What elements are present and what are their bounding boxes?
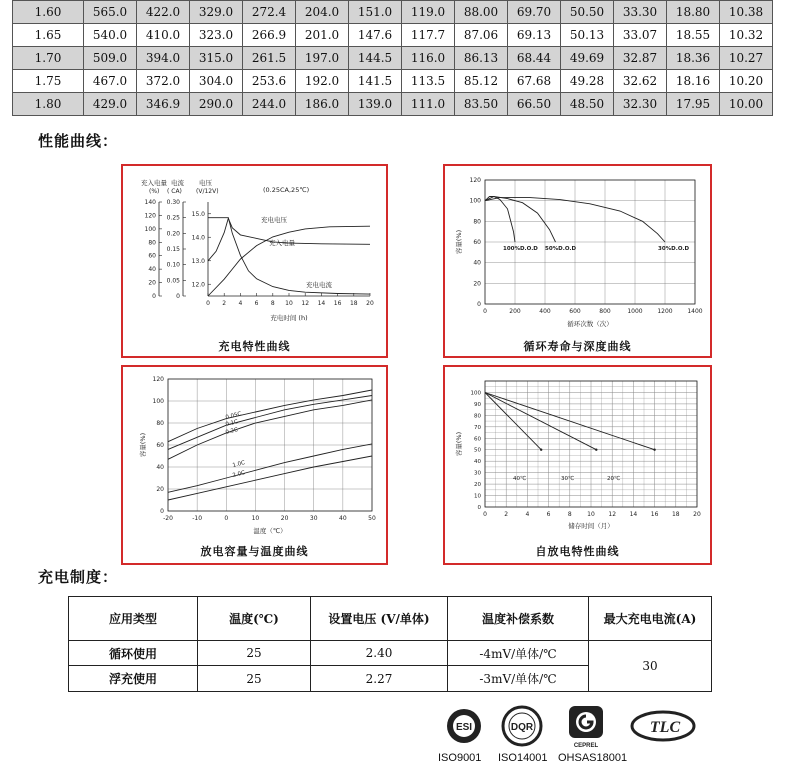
y-tick-label: 60 bbox=[156, 442, 164, 449]
chart-caption: 自放电特性曲线 bbox=[535, 545, 620, 558]
x-tick-label: 8 bbox=[567, 511, 572, 518]
table-cell: 18.16 bbox=[667, 70, 720, 93]
charging-regime-table bbox=[68, 596, 712, 692]
table-cell: 浮充使用 bbox=[69, 666, 198, 692]
x-tick-label: 600 bbox=[569, 308, 581, 315]
esi-logo bbox=[446, 706, 482, 750]
series-label: 1.0C bbox=[232, 460, 246, 469]
y-tick-label: 0.10 bbox=[166, 261, 180, 269]
table-cell: 192.0 bbox=[296, 70, 349, 93]
y-tick-label: 0.15 bbox=[166, 246, 180, 253]
series-label: 20℃ bbox=[607, 476, 621, 482]
table-row bbox=[13, 24, 773, 47]
y-tick-label: 100 bbox=[470, 390, 481, 397]
series-line bbox=[485, 197, 515, 243]
y-tick-label: 20 bbox=[474, 482, 481, 489]
x-tick-label: 4 bbox=[238, 300, 243, 307]
table-cell: 141.5 bbox=[349, 70, 402, 93]
table-cell: 33.07 bbox=[614, 24, 667, 47]
cert-label-ohsas18001: OHSAS18001 bbox=[558, 752, 628, 764]
chart-unit-label: ( CA) bbox=[167, 188, 182, 195]
chart-condition-label: (0.25CA,25℃) bbox=[263, 186, 310, 194]
table-cell: 2.27 bbox=[311, 666, 448, 692]
temperature-capacity-chart bbox=[121, 365, 388, 565]
x-tick-label: -20 bbox=[163, 515, 173, 522]
y-tick-label: 100 bbox=[469, 197, 481, 205]
table-cell: 119.0 bbox=[402, 1, 455, 24]
series-label: 0.05C bbox=[225, 411, 243, 421]
y-tick-label: 120 bbox=[144, 212, 156, 220]
y-tick-label: 80 bbox=[148, 239, 156, 247]
table-cell: 32.30 bbox=[614, 93, 667, 116]
chart-header-label: 充入电量 bbox=[141, 179, 167, 187]
y-tick-label: 100 bbox=[144, 225, 156, 233]
series-label: 充电电流 bbox=[306, 281, 332, 289]
table-cell: 204.0 bbox=[296, 1, 349, 24]
table-cell: -4mV/单体/℃ bbox=[448, 640, 589, 666]
x-tick-label: 20 bbox=[366, 300, 374, 307]
y-axis-label: 容量(%) bbox=[139, 432, 147, 458]
table-cell: 272.4 bbox=[243, 1, 296, 24]
x-tick-label: 12 bbox=[301, 300, 310, 307]
y-tick-label: 0 bbox=[160, 508, 164, 515]
table-cell: 69.13 bbox=[508, 24, 561, 47]
table-cell: 1.80 bbox=[13, 93, 84, 116]
y-axis-label: 容量(%) bbox=[455, 431, 463, 457]
table-cell: 66.50 bbox=[508, 93, 561, 116]
table-cell: 25 bbox=[198, 640, 311, 666]
y-tick-label: 0.30 bbox=[166, 199, 180, 206]
x-tick-label: 16 bbox=[333, 300, 342, 307]
x-tick-label: 20 bbox=[280, 515, 289, 522]
table-cell: 88.00 bbox=[455, 1, 508, 24]
table-cell: 循环使用 bbox=[69, 640, 198, 666]
table-cell: 1.75 bbox=[13, 70, 84, 93]
table-cell: 422.0 bbox=[137, 1, 190, 24]
table-cell: 18.80 bbox=[667, 1, 720, 24]
table-cell: 244.0 bbox=[243, 93, 296, 116]
y-tick-label: 20 bbox=[156, 486, 164, 493]
table-cell: 50.50 bbox=[561, 1, 614, 24]
x-tick-label: 4 bbox=[525, 511, 530, 518]
table-cell: 201.0 bbox=[296, 24, 349, 47]
data-point bbox=[540, 449, 542, 451]
y-tick-label: 80 bbox=[474, 413, 481, 420]
y-tick-label: 40 bbox=[474, 459, 481, 466]
x-tick-label: 14 bbox=[317, 300, 326, 307]
series-label: 充入电量 bbox=[269, 239, 295, 247]
data-point bbox=[595, 449, 597, 451]
x-tick-label: 400 bbox=[539, 308, 551, 315]
cycle-life-chart bbox=[443, 164, 712, 358]
table-cell: 32.87 bbox=[614, 47, 667, 70]
table-cell: 18.36 bbox=[667, 47, 720, 70]
y-tick-label: 80 bbox=[156, 420, 164, 427]
x-axis-label: 温度（℃） bbox=[253, 527, 287, 535]
table-cell: 1.60 bbox=[13, 1, 84, 24]
y-tick-label: 15.0 bbox=[191, 210, 205, 218]
table-cell: 32.62 bbox=[614, 70, 667, 93]
series-label: 40℃ bbox=[513, 476, 527, 482]
x-tick-label: 14 bbox=[629, 511, 638, 518]
table-cell: 372.0 bbox=[137, 70, 190, 93]
x-tick-label: 30 bbox=[309, 515, 318, 522]
y-tick-label: 100 bbox=[152, 398, 164, 405]
x-tick-label: 0 bbox=[483, 511, 487, 518]
table-cell: 10.38 bbox=[720, 1, 773, 24]
table-cell: 113.5 bbox=[402, 70, 455, 93]
charge-characteristic-chart bbox=[121, 164, 388, 358]
x-tick-label: 1000 bbox=[627, 308, 643, 315]
y-tick-label: 20 bbox=[148, 279, 156, 287]
table-cell: 323.0 bbox=[190, 24, 243, 47]
y-tick-label: 60 bbox=[148, 252, 156, 260]
table-cell: 315.0 bbox=[190, 47, 243, 70]
table-row bbox=[13, 1, 773, 24]
x-tick-label: 6 bbox=[546, 511, 551, 518]
table-cell: 87.06 bbox=[455, 24, 508, 47]
table-cell: 69.70 bbox=[508, 1, 561, 24]
cert-label-iso9001: ISO9001 bbox=[438, 752, 482, 764]
y-tick-label: 10 bbox=[474, 493, 481, 500]
y-tick-label: 40 bbox=[148, 266, 156, 274]
table-cell: 261.5 bbox=[243, 47, 296, 70]
x-tick-label: 18 bbox=[671, 511, 680, 518]
table-row bbox=[13, 70, 773, 93]
x-tick-label: 0 bbox=[483, 308, 487, 315]
table-cell: 1.65 bbox=[13, 24, 84, 47]
table-cell: 48.50 bbox=[561, 93, 614, 116]
series-line bbox=[168, 396, 372, 450]
x-tick-label: 200 bbox=[509, 308, 521, 315]
series-label: 30%D.O.D bbox=[658, 246, 690, 252]
x-tick-label: 12 bbox=[608, 511, 617, 518]
table-cell: 17.95 bbox=[667, 93, 720, 116]
dqr-logo-text: DQR bbox=[510, 722, 534, 733]
table-cell: 1.70 bbox=[13, 47, 84, 70]
table-cell: 253.6 bbox=[243, 70, 296, 93]
y-tick-label: 60 bbox=[473, 239, 481, 246]
x-tick-label: 40 bbox=[339, 515, 347, 522]
y-tick-label: 40 bbox=[473, 259, 481, 267]
table-cell: 509.0 bbox=[84, 47, 137, 70]
tlc-logo-text: TLC bbox=[649, 719, 681, 736]
x-tick-label: 50 bbox=[368, 515, 376, 522]
chart-caption: 循环寿命与深度曲线 bbox=[523, 340, 632, 353]
series-label: 50%D.O.D bbox=[545, 246, 577, 252]
table-cell: -3mV/单体/℃ bbox=[448, 666, 589, 692]
y-tick-label: 13.0 bbox=[191, 257, 205, 265]
table-cell: 429.0 bbox=[84, 93, 137, 116]
table-cell: 186.0 bbox=[296, 93, 349, 116]
self-discharge-chart bbox=[443, 365, 712, 565]
y-tick-label: 14.0 bbox=[191, 234, 205, 242]
cert-label-iso14001: ISO14001 bbox=[498, 752, 548, 764]
header-temperature: 温度(℃) bbox=[198, 597, 311, 641]
series-label: 2.0C bbox=[232, 470, 246, 479]
table-cell: 144.5 bbox=[349, 47, 402, 70]
table-cell: 33.30 bbox=[614, 1, 667, 24]
y-tick-label: 0.25 bbox=[166, 214, 180, 222]
y-tick-label: 0 bbox=[176, 293, 180, 300]
y-tick-label: 0 bbox=[477, 505, 481, 511]
series-label: 充电电压 bbox=[261, 216, 287, 224]
y-tick-label: 0 bbox=[477, 301, 481, 308]
x-tick-label: 10 bbox=[251, 515, 260, 522]
chart-caption: 放电容量与温度曲线 bbox=[200, 545, 309, 558]
x-tick-label: 8 bbox=[270, 300, 275, 307]
ceprel-logo-text: CEPREL bbox=[573, 743, 599, 749]
x-tick-label: 10 bbox=[587, 511, 595, 518]
table-cell: 10.27 bbox=[720, 47, 773, 70]
series-line bbox=[168, 390, 372, 442]
table-cell: 68.44 bbox=[508, 47, 561, 70]
table-cell: 467.0 bbox=[84, 70, 137, 93]
table-cell: 10.00 bbox=[720, 93, 773, 116]
table-cell: 151.0 bbox=[349, 1, 402, 24]
x-tick-label: 1400 bbox=[687, 308, 703, 315]
ceprel-logo bbox=[566, 704, 606, 750]
x-tick-label: 1200 bbox=[657, 308, 673, 315]
y-tick-label: 60 bbox=[474, 436, 481, 443]
table-cell: 83.50 bbox=[455, 93, 508, 116]
table-cell: 25 bbox=[198, 666, 311, 692]
x-tick-label: -10 bbox=[192, 515, 203, 522]
y-tick-label: 120 bbox=[152, 376, 164, 383]
table-cell: 10.32 bbox=[720, 24, 773, 47]
y-tick-label: 12.0 bbox=[191, 281, 205, 289]
x-axis-label: 储存时间（月） bbox=[568, 522, 614, 530]
table-cell: 540.0 bbox=[84, 24, 137, 47]
chart-header-label: 电流 bbox=[171, 179, 184, 187]
x-tick-label: 0 bbox=[206, 300, 210, 307]
x-tick-label: 10 bbox=[285, 300, 293, 307]
table-cell: 116.0 bbox=[402, 47, 455, 70]
y-tick-label: 0.05 bbox=[166, 277, 180, 285]
chart-header-label: 电压 bbox=[199, 179, 212, 187]
series-line-charged-capacity bbox=[208, 226, 370, 296]
table-cell: 50.13 bbox=[561, 24, 614, 47]
x-axis-label: 循环次数（次） bbox=[567, 320, 613, 328]
x-tick-label: 20 bbox=[693, 511, 701, 518]
x-tick-label: 0 bbox=[224, 515, 229, 522]
y-tick-label: 40 bbox=[156, 464, 164, 471]
table-cell: 49.69 bbox=[561, 47, 614, 70]
discharge-data-table bbox=[12, 0, 773, 116]
y-tick-label: 90 bbox=[474, 401, 481, 408]
esi-logo-text: ESI bbox=[455, 722, 473, 733]
table-cell: 266.9 bbox=[243, 24, 296, 47]
x-tick-label: 6 bbox=[254, 300, 259, 307]
data-point bbox=[653, 449, 655, 451]
table-cell: 10.20 bbox=[720, 70, 773, 93]
y-axis-label: 容量(%) bbox=[455, 229, 463, 255]
chart-unit-label: (V/12V) bbox=[196, 188, 219, 195]
table-cell: 304.0 bbox=[190, 70, 243, 93]
y-tick-label: 20 bbox=[473, 280, 481, 288]
table-row bbox=[13, 93, 773, 116]
header-set-voltage: 设置电压 (V/单体) bbox=[311, 597, 448, 641]
y-tick-label: 140 bbox=[144, 199, 156, 206]
table-cell: 329.0 bbox=[190, 1, 243, 24]
table-cell: 147.6 bbox=[349, 24, 402, 47]
x-tick-label: 800 bbox=[599, 308, 611, 315]
y-tick-label: 120 bbox=[469, 177, 481, 184]
x-tick-label: 2 bbox=[222, 300, 227, 307]
x-tick-label: 18 bbox=[349, 300, 358, 307]
y-tick-label: 50 bbox=[474, 447, 481, 454]
y-tick-label: 80 bbox=[473, 218, 481, 226]
y-tick-label: 70 bbox=[474, 424, 481, 431]
x-tick-label: 16 bbox=[650, 511, 659, 518]
x-tick-label: 2 bbox=[504, 511, 509, 518]
series-line bbox=[168, 456, 372, 500]
table-cell: 565.0 bbox=[84, 1, 137, 24]
header-application-type: 应用类型 bbox=[69, 597, 198, 641]
series-label: 0.1C bbox=[225, 419, 239, 428]
x-axis-label: 充电时间 (h) bbox=[270, 314, 308, 322]
table-cell: 111.0 bbox=[402, 93, 455, 116]
section-title-charging: 充电制度： bbox=[38, 568, 119, 586]
series-label: 100%D.O.D bbox=[503, 246, 538, 252]
y-tick-label: 0 bbox=[152, 293, 156, 300]
series-label: 0.2C bbox=[225, 427, 239, 436]
series-line-current bbox=[208, 218, 370, 294]
header-max-current: 最大充电电流(A) bbox=[589, 597, 712, 641]
table-row bbox=[13, 47, 773, 70]
table-cell: 346.9 bbox=[137, 93, 190, 116]
table-cell: 2.40 bbox=[311, 640, 448, 666]
series-line bbox=[168, 444, 372, 492]
table-cell: 85.12 bbox=[455, 70, 508, 93]
table-cell: 197.0 bbox=[296, 47, 349, 70]
chart-caption: 充电特性曲线 bbox=[218, 340, 291, 353]
table-cell-max-current: 30 bbox=[589, 640, 712, 691]
table-cell: 139.0 bbox=[349, 93, 402, 116]
y-tick-label: 0.20 bbox=[166, 230, 180, 238]
chart-unit-label: (%) bbox=[149, 188, 160, 195]
table-cell: 86.13 bbox=[455, 47, 508, 70]
y-tick-label: 30 bbox=[474, 470, 481, 477]
header-temp-compensation: 温度补偿系数 bbox=[448, 597, 589, 641]
dqr-logo bbox=[500, 704, 544, 750]
tlc-logo bbox=[630, 706, 696, 746]
table-cell: 18.55 bbox=[667, 24, 720, 47]
table-cell: 67.68 bbox=[508, 70, 561, 93]
table-cell: 117.7 bbox=[402, 24, 455, 47]
series-label: 30℃ bbox=[561, 476, 575, 482]
table-cell: 394.0 bbox=[137, 47, 190, 70]
table-cell: 410.0 bbox=[137, 24, 190, 47]
section-title-performance: 性能曲线： bbox=[38, 132, 119, 150]
table-cell: 49.28 bbox=[561, 70, 614, 93]
table-cell: 290.0 bbox=[190, 93, 243, 116]
